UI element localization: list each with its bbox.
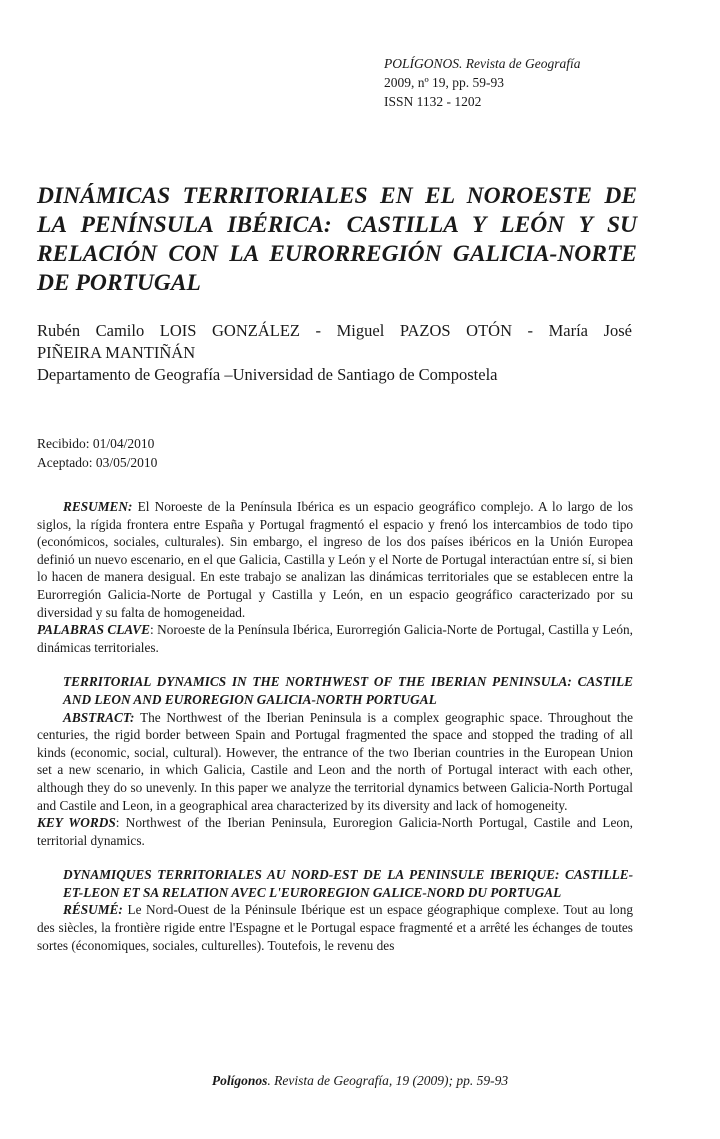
palabras-clave-paragraph	[37, 621, 633, 656]
english-abstract	[37, 673, 633, 849]
journal-header	[384, 54, 580, 111]
journal-issn: ISSN 1132 - 1202	[384, 94, 482, 109]
french-abstract	[37, 866, 633, 954]
abstract-text: The Northwest of the Iberian Peninsula is a complex geographic space. Throughout the centuries, the rigid border between Spain and Portugal fragmented the space and stopped the trading of all kinds (economic, social, cultural). However, the entrance of the two Iberian countries in the European Union set a new scenario, in which Galicia, Castile and Leon and the north of Portugal interact with each other, although they do so unevenly. In this paper we analyze the territorial dynamics between Galicia-North Portugal and Castile and Leon, in a geographical area characterized by its diversity and lack of homogeneity.	[37, 709, 633, 813]
accepted-date: Aceptado: 03/05/2010	[37, 455, 158, 470]
palabras-clave-text: : Noroeste de la Península Ibérica, Eurorregión Galicia-Norte de Portugal, Castilla y León, dinámicas territoriales.	[37, 622, 633, 655]
authors-block	[37, 320, 632, 386]
spanish-abstract	[37, 498, 633, 656]
abstract-label: ABSTRACT:	[63, 709, 135, 725]
french-title: DYNAMIQUES TERRITORIALES AU NORD-EST DE LA PENINSULE IBERIQUE: CASTILLE-ET-LEON ET SA RELATION AVEC L'EUROREGION GALICE-NORD DU PORTUGAL	[63, 867, 633, 900]
footer-citation: . Revista de Geografía, 19 (2009); pp. 59-93	[267, 1073, 509, 1088]
authors-line-2: PIÑEIRA MANTIÑÁN	[37, 343, 196, 362]
resume-text: Le Nord-Ouest de la Péninsule Ibérique est un espace géographique complexe. Tout au long des siècles, la frontière rigide entre l'Espagne et le Portugal espace fragmenté et a arrêté les échanges de toutes sortes (économiques, sociales, culturelles). Toutefois, le revenu des	[37, 902, 633, 953]
affiliation: Departamento de Geografía –Universidad de Santiago de Compostela	[37, 365, 498, 384]
resume-label: RÉSUMÉ:	[63, 902, 123, 918]
received-date: Recibido: 01/04/2010	[37, 436, 155, 451]
resume-paragraph	[37, 901, 633, 954]
resumen-text: El Noroeste de la Península Ibérica es un espacio geográfico complejo. A lo largo de los siglos, la rígida frontera entre España y Portugal fragmentó el espacio y frenó los intercambios de todo tipo (económicos, sociales, culturales). Sin embargo, el ingreso de los dos países ibéricos en la Unión Europea definió un nuevo escenario, en el que Galicia, Castilla y León y el Norte de Portugal interactúan entre sí, si bien lo hacen de manera desigual. En este trabajo se analizan las dinámicas territoriales que se establecen entre la Eurorregión Galicia-Norte de Portugal y Castilla y León, en un espacio geográfico caracterizado por su diversidad y su falta de homogeneidad.	[37, 499, 633, 620]
key-words-text: : Northwest of the Iberian Peninsula, Euroregion Galicia-North Portugal, Castile and Leon, territorial dynamics.	[37, 815, 633, 848]
page-footer	[0, 1073, 720, 1089]
abstracts	[37, 498, 633, 954]
article-title: DINÁMICAS TERRITORIALES EN EL NOROESTE DE LA PENÍNSULA IBÉRICA: CASTILLA Y LEÓN Y SU RELACIÓN CON LA EURORREGIÓN GALICIA-NORTE DE PORTUGAL	[37, 183, 637, 296]
english-title: TERRITORIAL DYNAMICS IN THE NORTHWEST OF THE IBERIAN PENINSULA: CASTILE AND LEON AND EUROREGION GALICIA-NORTH PORTUGAL	[63, 674, 633, 707]
abstract-paragraph	[37, 709, 633, 815]
authors-line-1: Rubén Camilo LOIS GONZÁLEZ - Miguel PAZOS OTÓN - María José	[37, 321, 632, 340]
key-words-label: KEY WORDS	[37, 815, 116, 831]
resumen-label: RESUMEN:	[63, 499, 133, 514]
resumen-paragraph	[37, 498, 633, 621]
dates-block	[37, 434, 157, 472]
footer-journal-name: Polígonos	[211, 1073, 268, 1088]
key-words-paragraph	[37, 814, 633, 849]
palabras-clave-label: PALABRAS CLAVE	[37, 622, 151, 638]
journal-issue: 2009, nº 19, pp. 59-93	[384, 75, 505, 90]
journal-name: POLÍGONOS. Revista de Geografía	[384, 56, 581, 71]
